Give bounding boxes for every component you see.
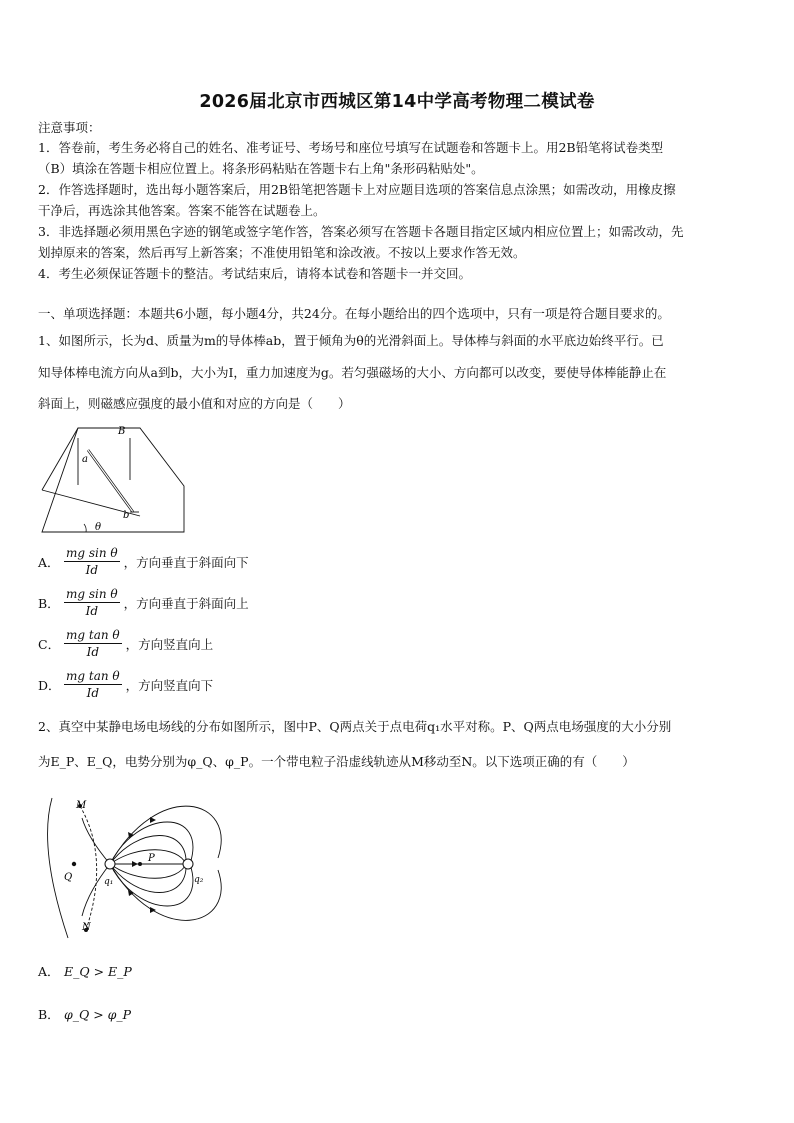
notice-line: 1．答卷前，考生务必将自己的姓名、准考证号、考场号和座位号填写在试题卷和答题卡上。用2B铅笔将试卷类型: [38, 140, 664, 155]
q1-option-d[interactable]: [38, 669, 213, 700]
field-lines-figure: [38, 788, 238, 948]
question-1-text: 知导体棒电流方向从a到b，大小为I，重力加速度为g。若匀强磁场的大小、方向都可以改变，要使导体棒能静止在: [38, 365, 667, 380]
option-desc: ，方向竖直向上: [125, 636, 214, 652]
section-heading: 一、单项选择题：本题共6小题，每小题4分，共24分。在每小题给出的四个选项中，只有一项是符合题目要求的。: [38, 306, 670, 321]
notice-line: 4．考生必须保证答题卡的整洁。考试结束后，请将本试卷和答题卡一并交回。: [38, 266, 471, 281]
label-theta: θ: [95, 522, 102, 533]
option-label: C．: [38, 636, 61, 652]
q1-option-c[interactable]: [38, 628, 213, 659]
question-2-text: 为E_P、E_Q，电势分别为φ_Q、φ_P。一个带电粒子沿虚线轨迹从M移动至N。以下选项正确的有（ ）: [38, 754, 635, 769]
option-label: A．: [38, 964, 60, 979]
label-B: B: [118, 426, 126, 437]
label-a: a: [82, 454, 88, 465]
page-title: 2026届北京市西城区第14中学高考物理二模试卷: [199, 92, 595, 112]
option-label: B．: [38, 1007, 60, 1022]
notice-line: （B）填涂在答题卡相应位置上。将条形码粘贴在答题卡右上角"条形码粘贴处"。: [38, 161, 484, 176]
q1-option-a[interactable]: [38, 546, 249, 577]
option-text: E_Q > E_P: [64, 963, 132, 979]
label-N: N: [82, 922, 91, 933]
fraction: [64, 669, 122, 700]
label-Q: Q: [64, 872, 73, 883]
notice-line: 2．作答选择题时，选出每小题答案后，用2B铅笔把答题卡上对应题目选项的答案信息点涂黑；如需改动，用橡皮擦: [38, 182, 676, 197]
numerator: mg tan θ: [66, 628, 120, 642]
option-desc: ，方向垂直于斜面向上: [123, 595, 249, 611]
question-1-text: 1、如图所示，长为d、质量为m的导体棒ab，置于倾角为θ的光滑斜面上。导体棒与斜面的水平底边始终平行。已: [38, 333, 664, 348]
numerator: mg tan θ: [66, 669, 120, 683]
q2-option-a[interactable]: [38, 962, 132, 980]
fraction: [64, 628, 122, 659]
fraction: [64, 546, 120, 577]
option-label: D．: [38, 677, 61, 693]
option-label: B．: [38, 595, 60, 611]
label-q1: q₁: [104, 877, 114, 887]
option-label: A．: [38, 554, 60, 570]
denominator: Id: [86, 686, 100, 700]
fraction: [64, 587, 120, 618]
denominator: Id: [85, 604, 99, 618]
option-desc: ，方向垂直于斜面向下: [123, 554, 249, 570]
q2-option-b[interactable]: [38, 1005, 131, 1023]
denominator: Id: [85, 563, 99, 577]
notice-line: 3．非选择题必须用黑色字迹的钢笔或签字笔作答，答案必须写在答题卡各题目指定区域内相应位置上；如需改动，先: [38, 224, 684, 239]
label-b: b: [123, 510, 130, 521]
q1-option-b[interactable]: [38, 587, 249, 618]
denominator: Id: [86, 645, 100, 659]
label-M: M: [76, 800, 87, 811]
option-text: φ_Q > φ_P: [64, 1006, 132, 1022]
numerator: mg sin θ: [66, 587, 118, 601]
incline-figure: [38, 420, 198, 540]
question-2-text: 2、真空中某静电场电场线的分布如图所示，图中P、Q两点关于点电荷q₁水平对称。P、Q两点电场强度的大小分别: [38, 719, 672, 734]
notice-line: 划掉原来的答案，然后再写上新答案；不准使用铅笔和涂改液。不按以上要求作答无效。: [38, 245, 526, 260]
notice-line: 干净后，再选涂其他答案。答案不能答在试题卷上。: [38, 203, 326, 218]
question-1-text: 斜面上，则磁感应强度的最小值和对应的方向是（ ）: [38, 396, 351, 411]
numerator: mg sin θ: [66, 546, 118, 560]
label-P: P: [148, 853, 155, 864]
label-q2: q₂: [194, 875, 204, 885]
notice-heading: 注意事项：: [38, 120, 101, 135]
option-desc: ，方向竖直向下: [125, 677, 214, 693]
